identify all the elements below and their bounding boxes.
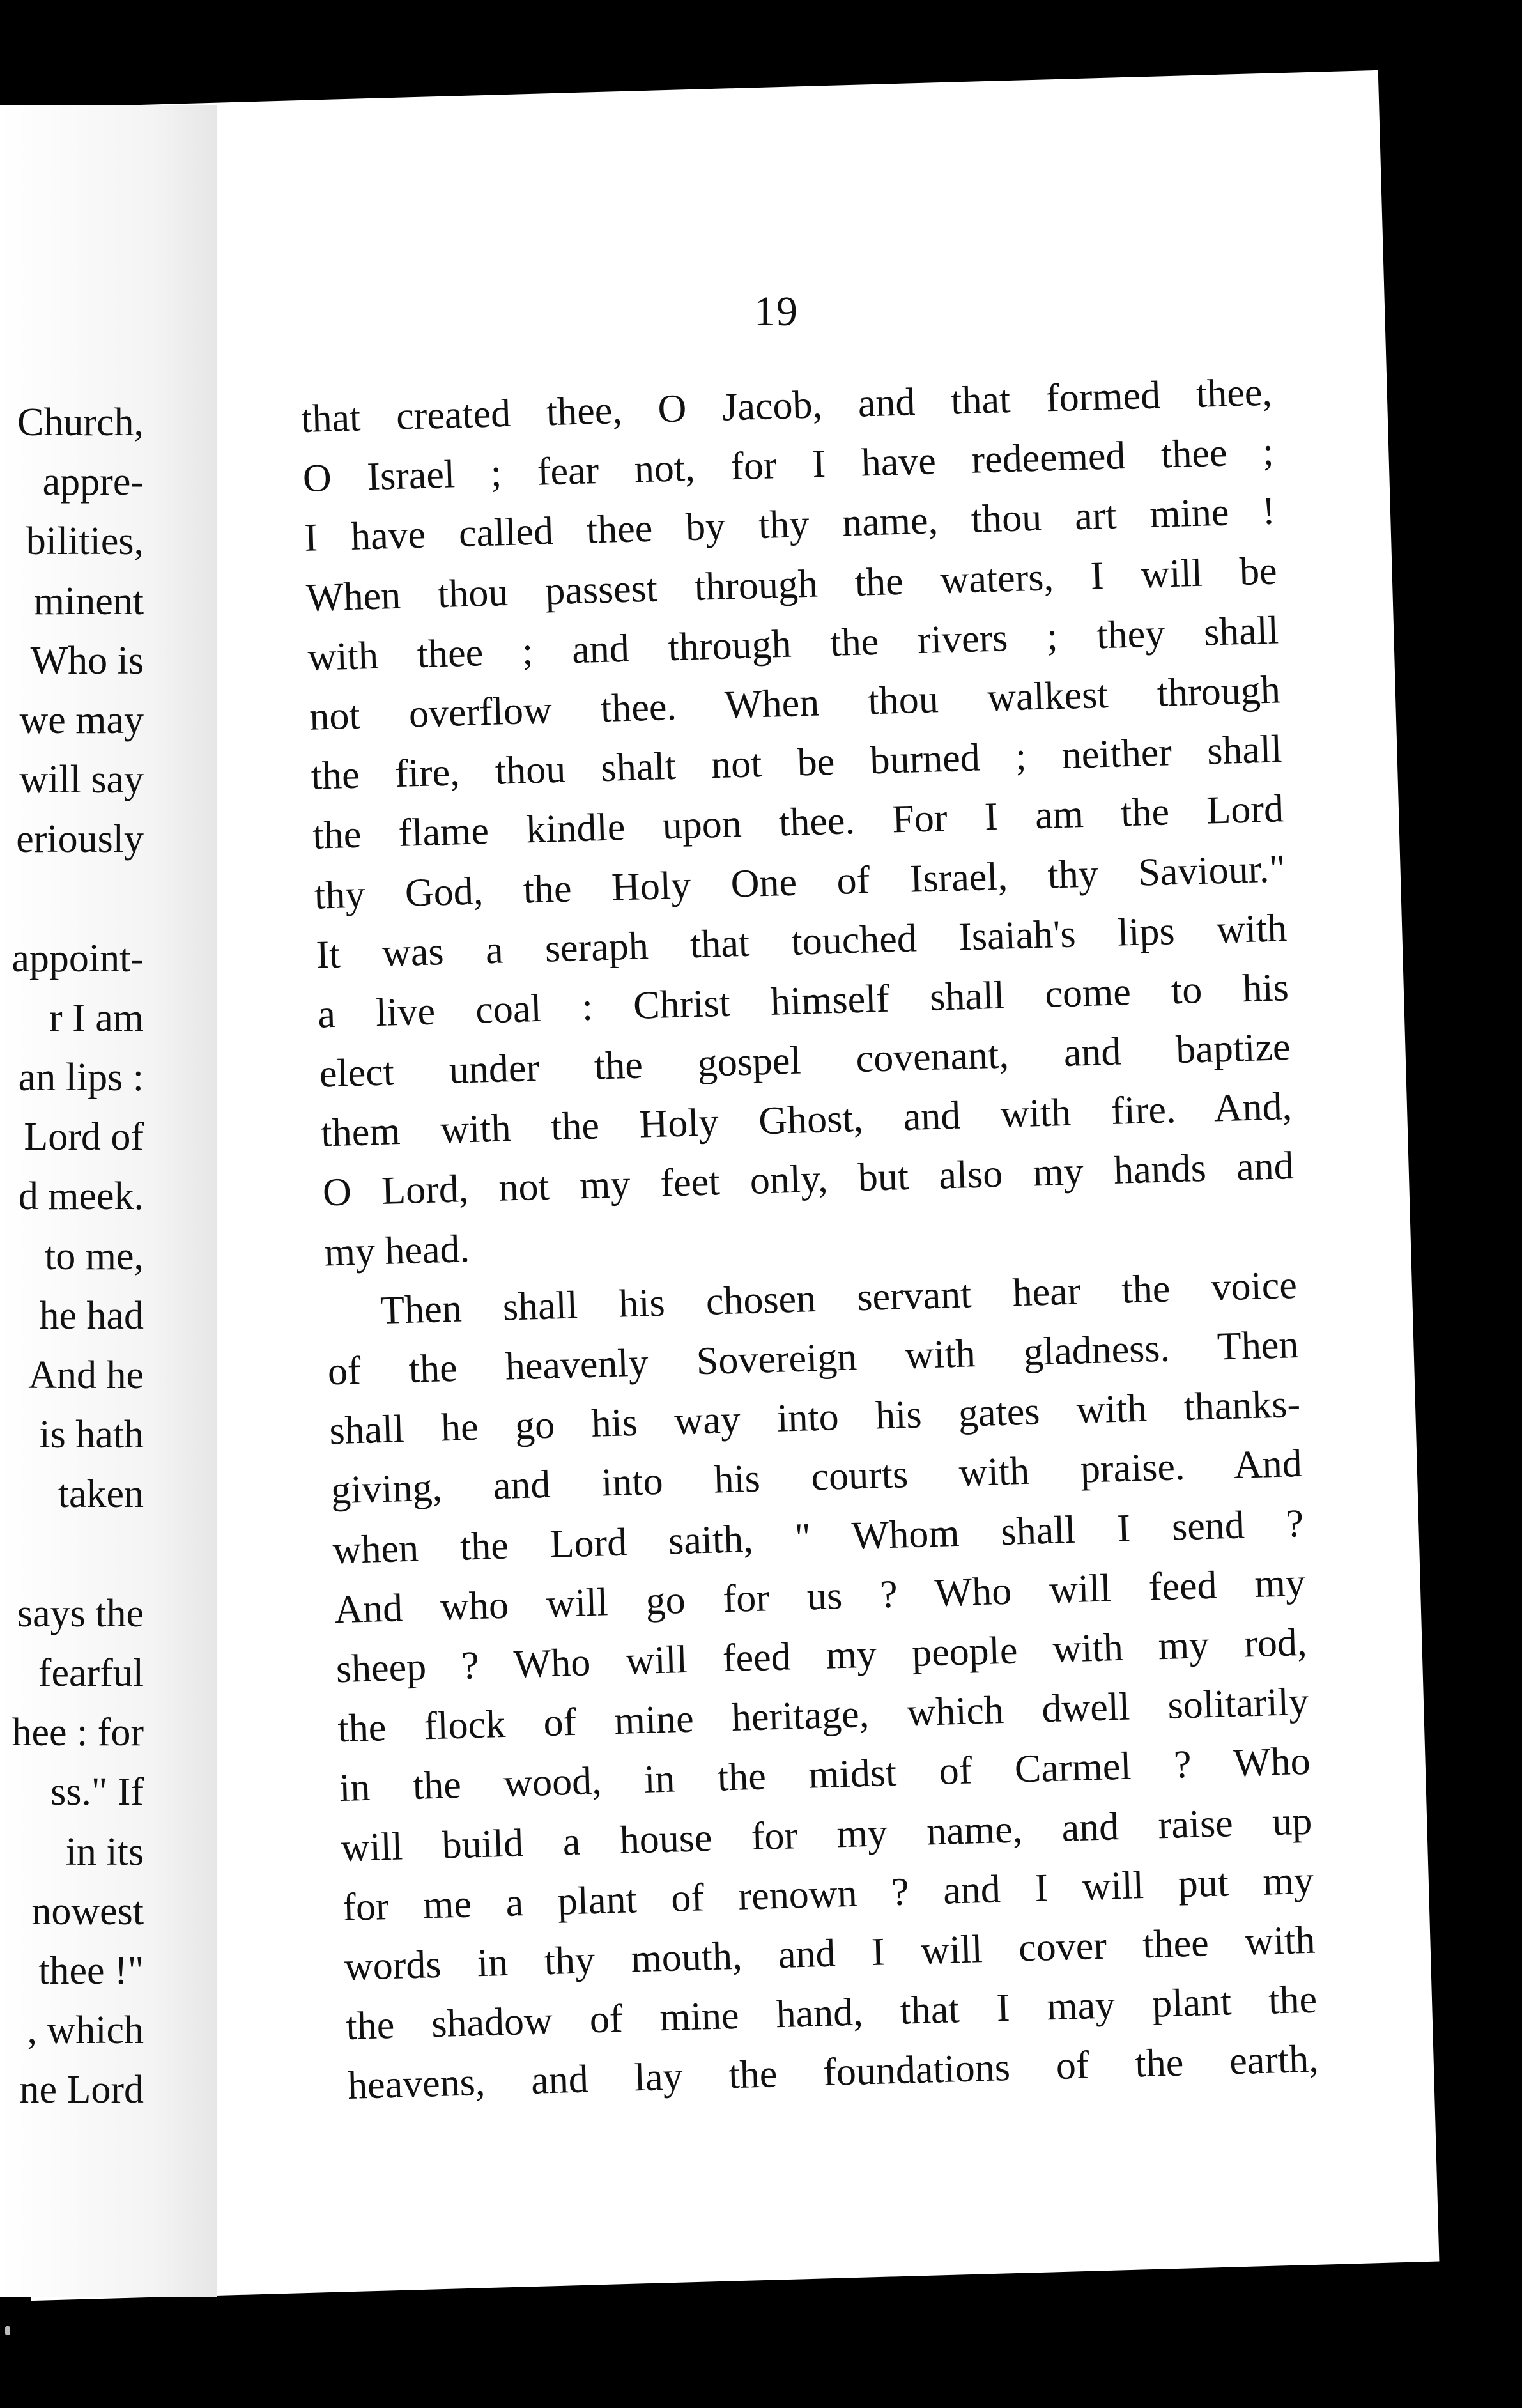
- facing-page-fragment: r I am: [49, 996, 144, 1040]
- text-line: heavens, and lay the foundations of the earth,: [347, 2037, 1319, 2108]
- facing-page-fragment: appre-: [42, 460, 144, 504]
- facing-page-fragment: to me,: [45, 1234, 144, 1278]
- facing-page-fragment: Who is: [30, 638, 144, 683]
- facing-page-fragment: he had: [39, 1293, 144, 1338]
- facing-page-fragment: says the: [17, 1591, 144, 1635]
- text-line: When thou passest through the waters, I will be: [305, 549, 1278, 620]
- facing-page-fragment: an lips :: [18, 1056, 144, 1100]
- text-line: the shadow of mine hand, that I may plant the: [345, 1977, 1318, 2049]
- facing-page-fragment: appoint-: [12, 936, 144, 980]
- text-line: them with the Holy Ghost, and with fire. And,: [320, 1084, 1293, 1155]
- scan-speck: [5, 2326, 10, 2335]
- facing-page-fragment: Lord of: [24, 1115, 144, 1159]
- text-line: elect under the gospel covenant, and baptize: [318, 1025, 1291, 1096]
- text-line: And who will go for us ? Who will feed my: [334, 1561, 1306, 1632]
- text-line: the flame kindle upon thee. For I am the Lord: [312, 787, 1284, 858]
- text-line: O Israel ; fear not, for I have redeemed thee ;: [302, 429, 1275, 501]
- text-line: O Lord, not my feet only, but also my hands and: [322, 1144, 1295, 1215]
- text-line: thy God, the Holy One of Israel, thy Saviour.": [314, 846, 1286, 918]
- facing-page-fragment: in its: [65, 1830, 144, 1874]
- text-line: sheep ? Who will feed my people with my rod,: [335, 1620, 1308, 1692]
- text-line: the fire, thou shalt not be burned ; neither shall: [310, 727, 1283, 798]
- text-line: It was a seraph that touched Isaiah's lips with: [315, 906, 1288, 977]
- facing-page-fragment: Church,: [17, 401, 144, 444]
- facing-page-fragment: we may: [19, 698, 144, 742]
- text-line: a live coal : Christ himself shall come to his: [317, 966, 1289, 1037]
- text-line: shall he go his way into his gates with thanks-: [328, 1382, 1301, 1453]
- facing-page-fragment: d meek.: [18, 1175, 144, 1219]
- text-line: giving, and into his courts with praise. And: [330, 1442, 1303, 1513]
- page-number: 19: [754, 288, 799, 335]
- facing-page-fragment: will say: [19, 758, 144, 802]
- facing-page-fragment: ss." If: [50, 1770, 144, 1814]
- text-line: the flock of mine heritage, which dwell solitarily: [337, 1679, 1309, 1751]
- facing-page-fragment: , which: [27, 2009, 144, 2053]
- facing-page-fragment: hee : for: [12, 1711, 144, 1755]
- text-line: in the wood, in the midst of Carmel ? Who: [339, 1740, 1311, 1810]
- facing-page-fragment: is hath: [39, 1413, 144, 1457]
- facing-page-fragment: bilities,: [26, 520, 144, 564]
- facing-page-gap: [0, 1525, 144, 1584]
- text-line: of the heavenly Sovereign with gladness. Then: [327, 1322, 1300, 1394]
- facing-page-gap: [0, 870, 144, 929]
- text-line: my head.: [323, 1226, 470, 1275]
- facing-page-fragment: eriously: [16, 817, 144, 861]
- facing-page-column: [0, 393, 144, 2120]
- text-line: with thee ; and through the rivers ; they shall: [307, 608, 1280, 679]
- facing-page-fragment: thee !": [38, 1949, 144, 1993]
- facing-page-fragment: taken: [58, 1472, 144, 1517]
- facing-page-fragment: ne Lord: [19, 2068, 144, 2112]
- facing-page-fragment: minent: [33, 579, 144, 623]
- text-line: words in thy mouth, and I will cover thee with: [343, 1918, 1316, 1989]
- text-line: will build a house for my name, and raise up: [340, 1799, 1313, 1870]
- text-line: Then shall his chosen servant hear the voice: [380, 1263, 1298, 1332]
- main-text-block: [300, 363, 1319, 2117]
- text-line: not overflow thee. When thou walkest through: [309, 668, 1281, 739]
- facing-page-fragment: fearful: [38, 1651, 144, 1695]
- text-line: I have called thee by thy name, thou art mine !: [304, 489, 1276, 560]
- text-line: that created thee, O Jacob, and that formed thee,: [300, 370, 1273, 441]
- facing-page-fragment: And he: [28, 1354, 144, 1397]
- text-line: when the Lord saith, " Whom shall I send ?: [332, 1501, 1305, 1572]
- text-line: for me a plant of renown ? and I will put my: [342, 1858, 1314, 1929]
- facing-page-fragment: nowest: [31, 1889, 144, 1933]
